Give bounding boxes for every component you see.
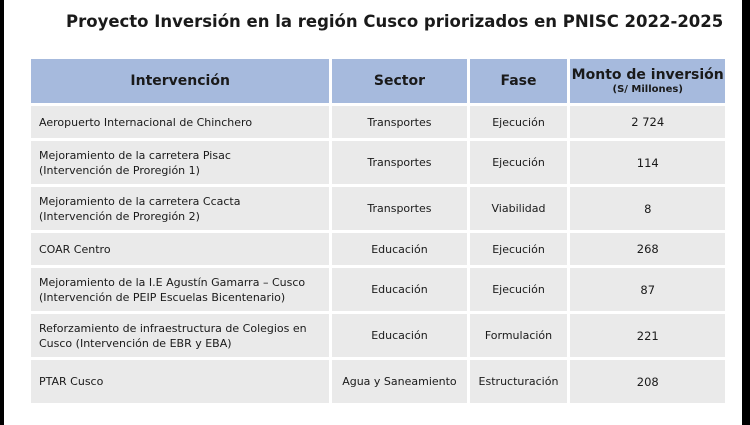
cell-fase: Ejecución (470, 141, 568, 184)
cell-monto: 2 724 (570, 106, 725, 138)
intervencion-line-1: Aeropuerto Internacional de Chinchero (39, 115, 253, 129)
intervencion-line-2: (Intervención de PEIP Escuelas Bicentenario) (39, 290, 286, 304)
cell-monto: 221 (570, 314, 725, 357)
cell-monto: 268 (570, 233, 725, 265)
cell-intervencion (31, 233, 329, 265)
slide (4, 0, 742, 425)
cell-fase: Ejecución (470, 106, 568, 138)
cell-monto: 87 (570, 268, 725, 311)
cell-sector: Transportes (332, 106, 466, 138)
cell-intervencion (31, 187, 329, 230)
cell-sector: Agua y Saneamiento (332, 360, 466, 403)
cell-monto: 8 (570, 187, 725, 230)
cell-monto: 114 (570, 141, 725, 184)
intervencion-line-1: Mejoramiento de la carretera Pisac (39, 148, 231, 162)
intervencion-line-1: COAR Centro (39, 242, 111, 256)
cell-fase: Formulación (470, 314, 568, 357)
cell-sector: Transportes (332, 141, 466, 184)
cell-sector: Educación (332, 233, 466, 265)
cell-intervencion (31, 106, 329, 138)
cell-fase: Estructuración (470, 360, 568, 403)
cell-intervencion (31, 360, 329, 403)
page-title: Proyecto Inversión en la región Cusco priorizados en PNISC 2022-2025 (66, 12, 724, 31)
investment-table (28, 56, 728, 406)
table-row (31, 187, 725, 230)
table-row (31, 141, 725, 184)
header-intervencion: Intervención (31, 59, 329, 103)
intervencion-line-2: Cusco (Intervención de EBR y EBA) (39, 336, 232, 350)
header-monto-label: Monto de inversión (571, 67, 724, 83)
table-row (31, 106, 725, 138)
intervencion-line-1: Reforzamiento de infraestructura de Colegios en (39, 321, 307, 335)
intervencion-line-1: Mejoramiento de la carretera Ccacta (39, 194, 241, 208)
header-fase: Fase (470, 59, 568, 103)
cell-fase: Viabilidad (470, 187, 568, 230)
intervencion-line-1: PTAR Cusco (39, 375, 104, 388)
cell-intervencion (31, 268, 329, 311)
intervencion-line-2: (Intervención de Proregión 2) (39, 209, 200, 223)
header-monto (570, 59, 725, 103)
intervencion-line-2: (Intervención de Proregión 1) (39, 163, 200, 177)
cell-sector: Educación (332, 268, 466, 311)
header-sector: Sector (332, 59, 466, 103)
cell-intervencion (31, 141, 329, 184)
cell-intervencion (31, 314, 329, 357)
table-row (31, 360, 725, 403)
table-header-row (31, 59, 725, 103)
header-monto-unit: (S/ Millones) (612, 84, 683, 95)
cell-fase: Ejecución (470, 233, 568, 265)
table-row (31, 268, 725, 311)
table-row (31, 233, 725, 265)
cell-monto: 208 (570, 360, 725, 403)
cell-sector: Transportes (332, 187, 466, 230)
intervencion-line-1: Mejoramiento de la I.E Agustín Gamarra – Cusco (39, 275, 306, 289)
cell-sector: Educación (332, 314, 466, 357)
cell-fase: Ejecución (470, 268, 568, 311)
table-row (31, 314, 725, 357)
